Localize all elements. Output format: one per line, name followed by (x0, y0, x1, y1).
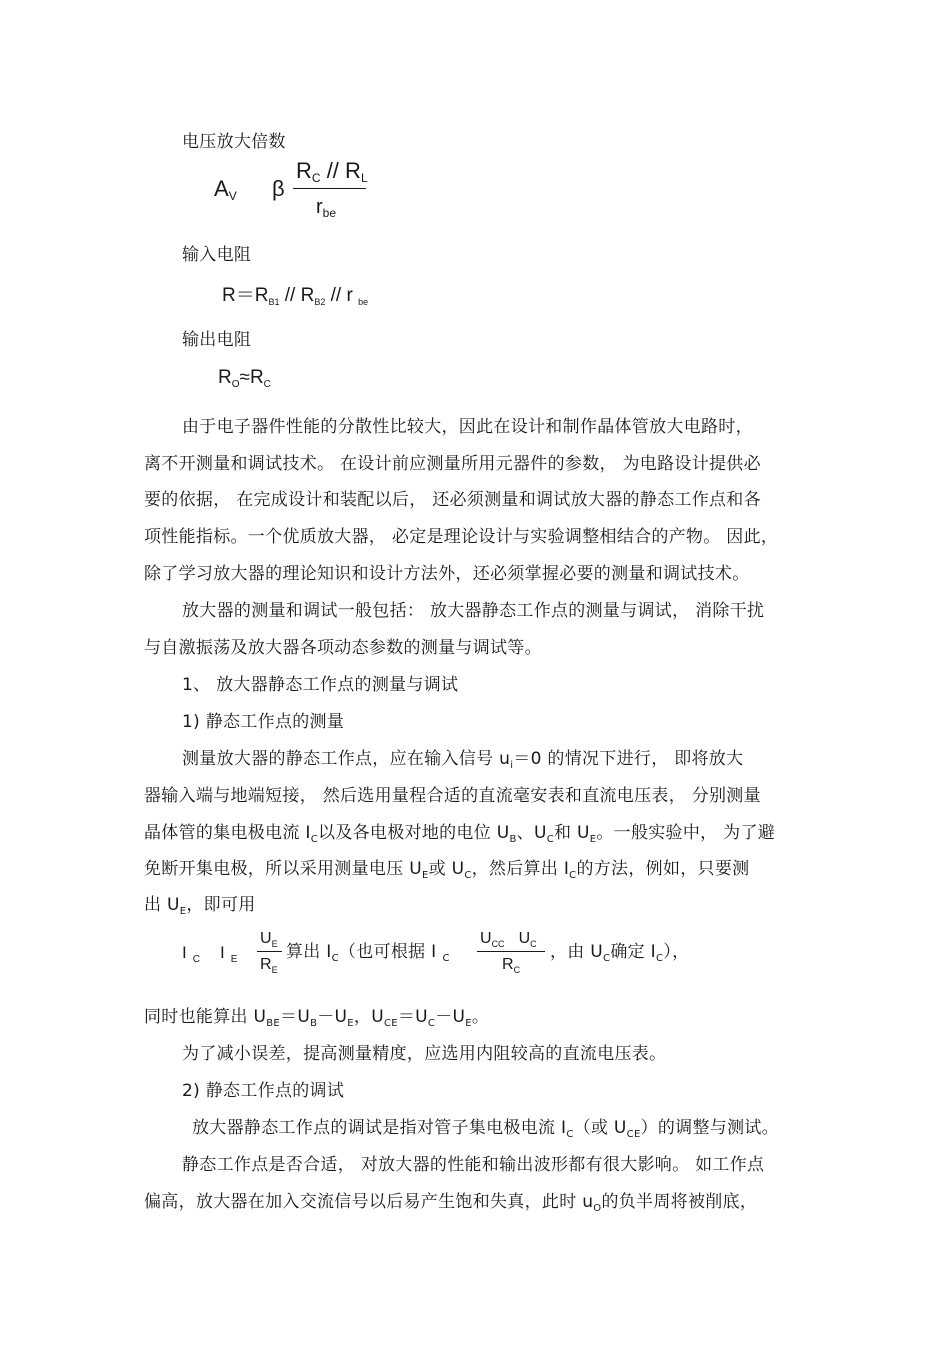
ue-over-re-denominator: $R_E$ (260, 956, 278, 975)
para1-line4: 项性能指标。一个优质放大器， 必定是理论设计与实验调整相结合的产物。 因此， (144, 527, 779, 547)
label-input-resistance: 输入电阻 (182, 245, 252, 265)
ucc-uc-over-rc-numerator: $U_{CC}$ $U_C$ (480, 930, 537, 949)
line-simultaneous: 同时也能算出 $U_{BE}=U_B-U_E$，$U_{CE}=U_C-U_E$。 (144, 1007, 490, 1029)
av-subscript: V (228, 189, 237, 203)
ic-text-compute: 算出 $I_C$（也可根据 I $_C$ (286, 942, 450, 964)
av-fraction-bar (293, 188, 366, 189)
formula-input-resistance: $R=R_{B1} // R_{B2} // r$ $_{be}$ (222, 285, 369, 307)
formula-output-resistance: $R_O\approx R_C$ (218, 367, 271, 390)
para6-line2: 偏高，放大器在加入交流信号以后易产生饱和失真，此时 $u_O$的负半周将被削底， (144, 1192, 758, 1214)
para3-line2: 器输入端与地端短接， 然后选用量程合适的直流毫安表和直流电压表， 分别测量 (144, 786, 761, 806)
para1-line2: 离不开测量和调试技术。 在设计前应测量所用元器件的参数， 为电路设计提供必 (144, 454, 761, 474)
para2-line2: 与自激振荡及放大器各项动态参数的测量与调试等。 (144, 638, 542, 658)
para3-line1: 测量放大器的静态工作点，应在输入信号 $u_i=0$ 的情况下进行， 即将放大 (182, 749, 744, 771)
label-voltage-gain: 电压放大倍数 (182, 132, 286, 152)
ucc-uc-over-rc-bar (477, 951, 545, 952)
para3-line3: 晶体管的集电极电流 $I_C$以及各电极对地的电位 $U_B$、$U_C$和 $U_E$。一般实验中， 为了避 (144, 823, 776, 845)
para4: 为了减小误差，提高测量精度，应选用内阻较高的直流电压表。 (182, 1044, 667, 1064)
ic-text-determine: ，由 $U_C$确定 $I_C$）， (550, 942, 690, 964)
para3-line4: 免断开集电极，所以采用测量电压 $U_E$或 $U_C$，然后算出 $I_C$的方法，例如，只要测 (144, 859, 750, 881)
ucc-uc-over-rc-denominator: $R_C$ (502, 956, 521, 975)
ue-over-re-bar (257, 951, 282, 952)
ue-over-re-numerator: $U_E$ (260, 930, 278, 949)
av-symbol: A (214, 176, 229, 201)
para2-line1: 放大器的测量和调试一般包括： 放大器静态工作点的测量与调试， 消除干扰 (182, 601, 765, 621)
para6-line1: 静态工作点是否合适， 对放大器的性能和输出波形都有很大影响。 如工作点 (182, 1155, 765, 1175)
para3-line5: 出 $U_E$，即可用 (144, 895, 256, 917)
para1-line3: 要的依据， 在完成设计和装配以后， 还必须测量和调试放大器的静态工作点和各 (144, 490, 761, 510)
label-output-resistance: 输出电阻 (182, 330, 252, 350)
para1-line5: 除了学习放大器的理论知识和设计方法外，还必须掌握必要的测量和调试技术。 (144, 564, 750, 584)
heading-static-adjust: 2) 静态工作点的调试 (182, 1081, 345, 1101)
av-numerator: RC // RL (296, 158, 368, 185)
ie-symbol: I $_E$ (220, 943, 238, 965)
para1-line1: 由于电子器件性能的分散性比较大，因此在设计和制作晶体管放大电路时， (182, 417, 753, 437)
beta-symbol: β (272, 176, 285, 201)
para5: 放大器静态工作点的调试是指对管子集电极电流 $I_C$（或 $U_{CE}$）的调整与测试。 (192, 1118, 779, 1140)
heading-static-measure: 1) 静态工作点的测量 (182, 712, 345, 732)
heading-static-point: 1、 放大器静态工作点的测量与调试 (182, 675, 459, 695)
av-denominator: $r_{be}$ (316, 196, 337, 220)
ic-symbol: I $_C$ (182, 943, 200, 965)
